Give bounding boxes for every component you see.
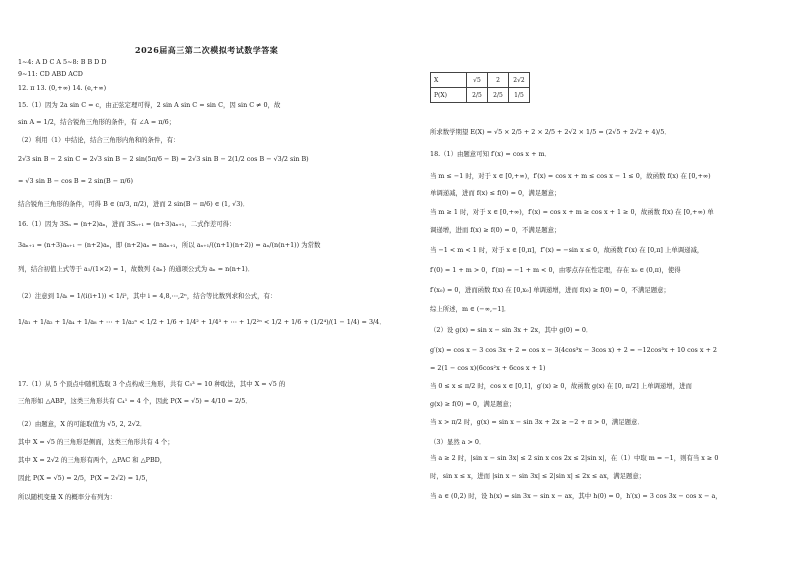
answer-line: g′(x) = cos x − 3 cos 3x + 2 = cos x − 3(4cos³x − 3cos x) + 2 = −12cos³x + 10 cos x + 2: [430, 346, 717, 354]
table-cell: X: [431, 73, 467, 88]
answer-line: 所求数学期望 E(X) = √5 × 2/5 + 2 × 2/5 + 2√2 × 1/5 = (2√5 + 2√2 + 4)/5．: [430, 128, 671, 136]
answer-line: 当 m ≤ −1 时，对于 x ∈ [0,+∞)，f′(x) = cos x + m ≤ cos x − 1 ≤ 0，故函数 f(x) 在 [0,+∞): [430, 172, 711, 180]
table-cell: 2/5: [488, 88, 509, 103]
answer-line: （2）利用（1）中结论，结合三角形内角和的条件，有：: [18, 136, 180, 144]
table-cell: √5: [467, 73, 488, 88]
answer-line: 9~11: CD ABD ACD: [18, 70, 83, 78]
table-row: [431, 73, 530, 88]
answer-line: 结合锐角三角形的条件，可得 B ∈ (π/3, π/2)，进而 2 sin(B − π/6) ∈ (1, √3)．: [18, 200, 250, 208]
answer-line: f′(0) = 1 + m > 0，f′(π) = −1 + m < 0，由零点存在性定理，存在 x₀ ∈ (0,π)，使得: [430, 266, 681, 274]
table-cell: 1/5: [509, 88, 530, 103]
answer-line: 当 x > π/2 时，g(x) = sin x − sin 3x + 2x ≥ −2 + π > 0，满足题意．: [430, 418, 644, 426]
answer-line: 当 m ≥ 1 时，对于 x ∈ [0,+∞)，f′(x) = cos x + m ≥ cos x + 1 ≥ 0，故函数 f(x) 在 [0,+∞) 单: [430, 208, 714, 216]
answer-line: 当 a ∈ (0,2) 时，设 h(x) = sin 3x − sin x − ax，其中 h(0) = 0，h′(x) = 3 cos 3x − cos x − a，: [430, 492, 722, 500]
answer-line: 单调递减，进而 f(x) ≤ f(0) = 0，满足题意；: [430, 189, 561, 197]
answer-line: 综上所述，m ∈ (−∞,−1]．: [430, 305, 511, 313]
answer-line: f′(x₀) = 0，进而函数 f(x) 在 [0,x₀] 单调递增，进而 f(x) ≥ f(0) = 0，不满足题意；: [430, 286, 670, 294]
answer-line: （3）显然 a > 0．: [430, 438, 486, 446]
table-cell: 2: [488, 73, 509, 88]
answer-line: 12. π 13. (0,+∞) 14. (e,+∞): [18, 84, 107, 92]
answer-line: 调递增，进而 f(x) ≥ f(0) = 0，不满足题意；: [430, 226, 561, 234]
table-cell: 2/5: [467, 88, 488, 103]
answer-line: 列，结合初值上式等于 a₁/(1×2) = 1，故数列 {aₙ} 的通项公式为 aₙ = n(n+1)．: [18, 265, 255, 273]
answer-line: （2）注意到 1/aᵢ = 1/(i(i+1)) < 1/i²，其中 i = 4,8,⋯,2ⁿ，结合等比数列求和公式，有：: [18, 292, 277, 300]
answer-line: sin A = 1/2，结合锐角三角形的条件，有 ∠A = π/6；: [18, 118, 176, 126]
answer-line: （2）由题意，X 的可能取值为 √5, 2, 2√2．: [18, 420, 147, 428]
table-row: [431, 88, 530, 103]
answer-line: 1~4: A D C A 5~8: B B D D: [18, 58, 107, 66]
answer-line: 2√3 sin B − 2 sin C = 2√3 sin B − 2 sin(5π/6 − B) = 2√3 sin B − 2(1/2 cos B − √3/2 sin B): [18, 155, 309, 163]
answer-line: 因此 P(X = √5) = 2/5，P(X = 2√2) = 1/5，: [18, 474, 152, 482]
answer-line: 当 0 ≤ x ≤ π/2 时，cos x ∈ [0,1]，g′(x) ≥ 0，故函数 g(x) 在 [0, π/2] 上单调递增，进而: [430, 382, 692, 390]
answer-line: g(x) ≥ f(0) = 0，满足题意；: [430, 400, 516, 408]
page-title: 2026届高三第二次模拟考试数学答案: [135, 45, 279, 55]
answer-line: 18.（1）由题意可知 f′(x) = cos x + m．: [430, 150, 552, 158]
answer-line: 16.（1）因为 3Sₙ = (n+2)aₙ，进而 3Sₙ₊₁ = (n+3)aₙ₊₁，二式作差可得：: [18, 220, 236, 228]
answer-line: 当 a ≥ 2 时，|sin x − sin 3x| ≤ 2 sin x cos 2x ≤ 2|sin x|，在（1）中取 m = −1，则有当 x ≥ 0: [430, 454, 719, 462]
answer-line: 所以随机变量 X 的概率分布列为：: [18, 493, 117, 501]
answer-line: （2）设 g(x) = sin x − sin 3x + 2x，其中 g(0) = 0．: [430, 326, 593, 334]
answer-line: 当 −1 < m < 1 时，对于 x ∈ [0,π]，f″(x) = −sin x ≤ 0，故函数 f′(x) 在 [0,π] 上单调递减，: [430, 246, 704, 254]
answer-line: 1/a₁ + 1/a₂ + 1/a₄ + 1/a₈ + ⋯ + 1/a₂ⁿ < 1/2 + 1/6 + 1/4² + 1/4³ + ⋯ + 1/2²ⁿ < 1/2 + 1/6 + (1/2⁴)/(1 − 1/4) = 3/4．: [18, 318, 386, 326]
answer-line: 三角形如 △ABP，这类三角形共有 C₄¹ = 4 个，因此 P(X = √5) = 4/10 = 2/5．: [18, 397, 252, 405]
answer-line: 其中 X = √5 的三角形是侧面，这类三角形共有 4 个；: [18, 438, 174, 446]
answer-line: 其中 X = 2√2 的三角形有两个，△PAC 和 △PBD，: [18, 456, 167, 464]
table-cell: P(X): [431, 88, 467, 103]
answer-line: 时，sin x ≤ x，进而 |sin x − sin 3x| ≤ 2|sin x| ≤ 2x ≤ ax，满足题意；: [430, 472, 646, 480]
probability-distribution-table: [430, 72, 530, 103]
answer-line: = √3 sin B − cos B = 2 sin(B − π/6): [18, 177, 134, 185]
answer-line: 15.（1）因为 2a sin C = c，由正弦定理可得，2 sin A sin C = sin C，因 sin C ≠ 0，故: [18, 101, 281, 109]
answer-line: = 2(1 − cos x)(6cos²x + 6cos x + 1): [430, 364, 546, 372]
answer-line: 17.（1）从 5 个顶点中随机选取 3 个点构成三角形，共有 C₅³ = 10 种取法，其中 X = √5 的: [18, 380, 286, 388]
answer-line: 3aₙ₊₁ = (n+3)aₙ₊₁ − (n+2)aₙ，即 (n+2)aₙ = naₙ₊₁，所以 aₙ₊₁/((n+1)(n+2)) = aₙ/(n(n+1)) 为常数: [18, 241, 321, 249]
table-cell: 2√2: [509, 73, 530, 88]
